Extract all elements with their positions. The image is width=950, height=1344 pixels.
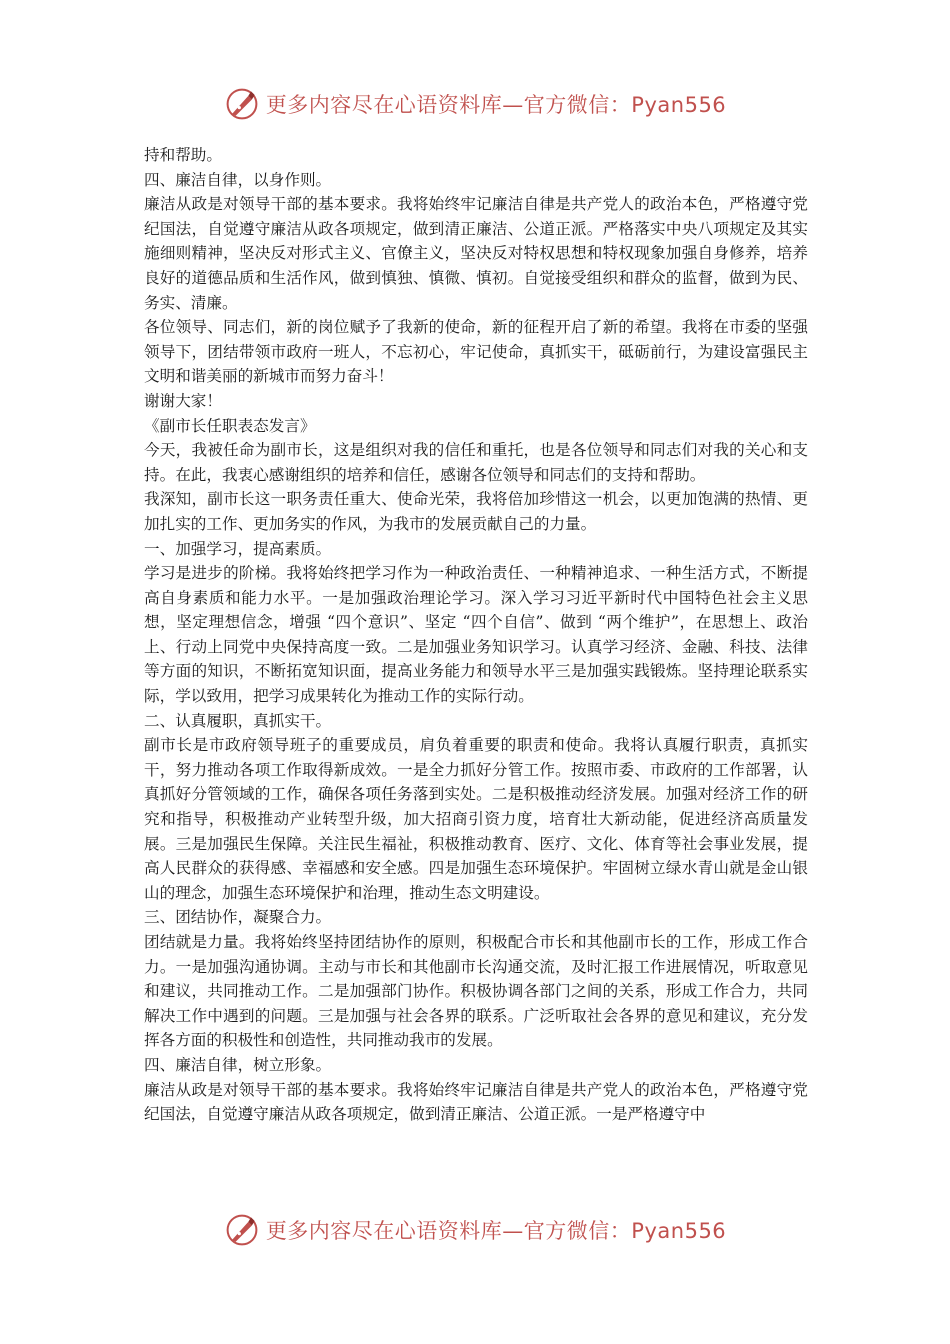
footer-watermark-banner: [0, 1210, 950, 1250]
paragraph: 谢谢大家！: [144, 391, 222, 410]
pen-nib-logo-icon: [224, 86, 260, 122]
watermark-text: 更多内容尽在心语资料库—官方微信：Pyan556: [265, 93, 727, 117]
paragraph: 学习是进步的阶梯。我将始终把学习作为一种政治责任、一种精神追求、一种生活方式，不断提高自身素质和能力水平。一是加强政治理论学习。深入学习习近平新时代中国特色社会主义思想，坚定理想信念，增强 “四个意识”、坚定 “四个自信”、做到 “两个维护”，在思想上、政治上、行动上同党中央保持高度一致。二是加强业务知识学习。认真学习经济、金融、科技、法律等方面的知识，不断拓宽知识面，提高业务能力和领导水平三是加强实践锻炼。坚持理论联系实际，学以致用，把学习成果转化为推动工作的实际行动。: [144, 564, 808, 706]
document-title: 《副市长任职表态发言》: [144, 416, 316, 435]
pen-nib-logo-icon: [224, 1212, 260, 1248]
section-heading: 一、加强学习，提高素质。: [144, 539, 332, 558]
paragraph: 廉洁从政是对领导干部的基本要求。我将始终牢记廉洁自律是共产党人的政治本色，严格遵守党纪国法，自觉遵守廉洁从政各项规定，做到清正廉洁、公道正派。严格落实中央八项规定及其实施细则精神，坚决反对形式主义、官僚主义，坚决反对特权思想和特权现象加强自身修养，培养良好的道德品质和生活作风，做到慎独、慎微、慎初。自觉接受组织和群众的监督，做到为民、务实、清廉。: [144, 195, 808, 312]
document-body: [144, 143, 808, 1127]
paragraph: 我深知，副市长这一职务责任重大、使命光荣，我将倍加珍惜这一机会，以更加饱满的热情、更加扎实的工作、更加务实的作风，为我市的发展贡献自己的力量。: [144, 490, 808, 533]
section-heading: 四、廉洁自律，树立形象。: [144, 1055, 332, 1074]
section-heading: 三、团结协作，凝聚合力。: [144, 908, 332, 927]
paragraph: 持和帮助。: [144, 146, 222, 164]
section-heading: 二、认真履职，真抓实干。: [144, 711, 332, 730]
section-heading: 四、廉洁自律，以身作则。: [144, 170, 332, 189]
paragraph: 廉洁从政是对领导干部的基本要求。我将始终牢记廉洁自律是共产党人的政治本色，严格遵守党纪国法，自觉遵守廉洁从政各项规定，做到清正廉洁、公道正派。一是严格遵守中: [144, 1080, 808, 1124]
paragraph: 今天，我被任命为副市长，这是组织对我的信任和重托，也是各位领导和同志们对我的关心和支持。在此，我衷心感谢组织的培养和信任，感谢各位领导和同志们的支持和帮助。: [144, 441, 808, 484]
paragraph: 各位领导、同志们，新的岗位赋予了我新的使命，新的征程开启了新的希望。我将在市委的坚强领导下，团结带领市政府一班人，不忘初心，牢记使命，真抓实干，砥砺前行，为建设富强民主文明和谐美丽的新城市而努力奋斗！: [144, 318, 808, 386]
watermark-text: 更多内容尽在心语资料库—官方微信：Pyan556: [265, 1219, 727, 1243]
header-watermark-banner: [0, 84, 950, 124]
paragraph: 副市长是市政府领导班子的重要成员，肩负着重要的职责和使命。我将认真履行职责，真抓实干，努力推动各项工作取得新成效。一是全力抓好分管工作。按照市委、市政府的工作部署，认真抓好分管领域的工作，确保各项任务落到实处。二是积极推动经济发展。加强对经济工作的研究和指导，积极推动产业转型升级，加大招商引资力度，培育壮大新动能，促进经济高质量发展。三是加强民生保障。关注民生福祉，积极推动教育、医疗、文化、体育等社会事业发展，提高人民群众的获得感、幸福感和安全感。四是加强生态环境保护。牢固树立绿水青山就是金山银山的理念，加强生态环境保护和治理，推动生态文明建设。: [144, 736, 808, 902]
paragraph: 团结就是力量。我将始终坚持团结协作的原则，积极配合市长和其他副市长的工作，形成工作合力。一是加强沟通协调。主动与市长和其他副市长沟通交流，及时汇报工作进展情况，听取意见和建议，共同推动工作。二是加强部门协作。积极协调各部门之间的关系，形成工作合力，共同解决工作中遇到的问题。三是加强与社会各界的联系。广泛听取社会各界的意见和建议，充分发挥各方面的积极性和创造性，共同推动我市的发展。: [144, 933, 808, 1050]
